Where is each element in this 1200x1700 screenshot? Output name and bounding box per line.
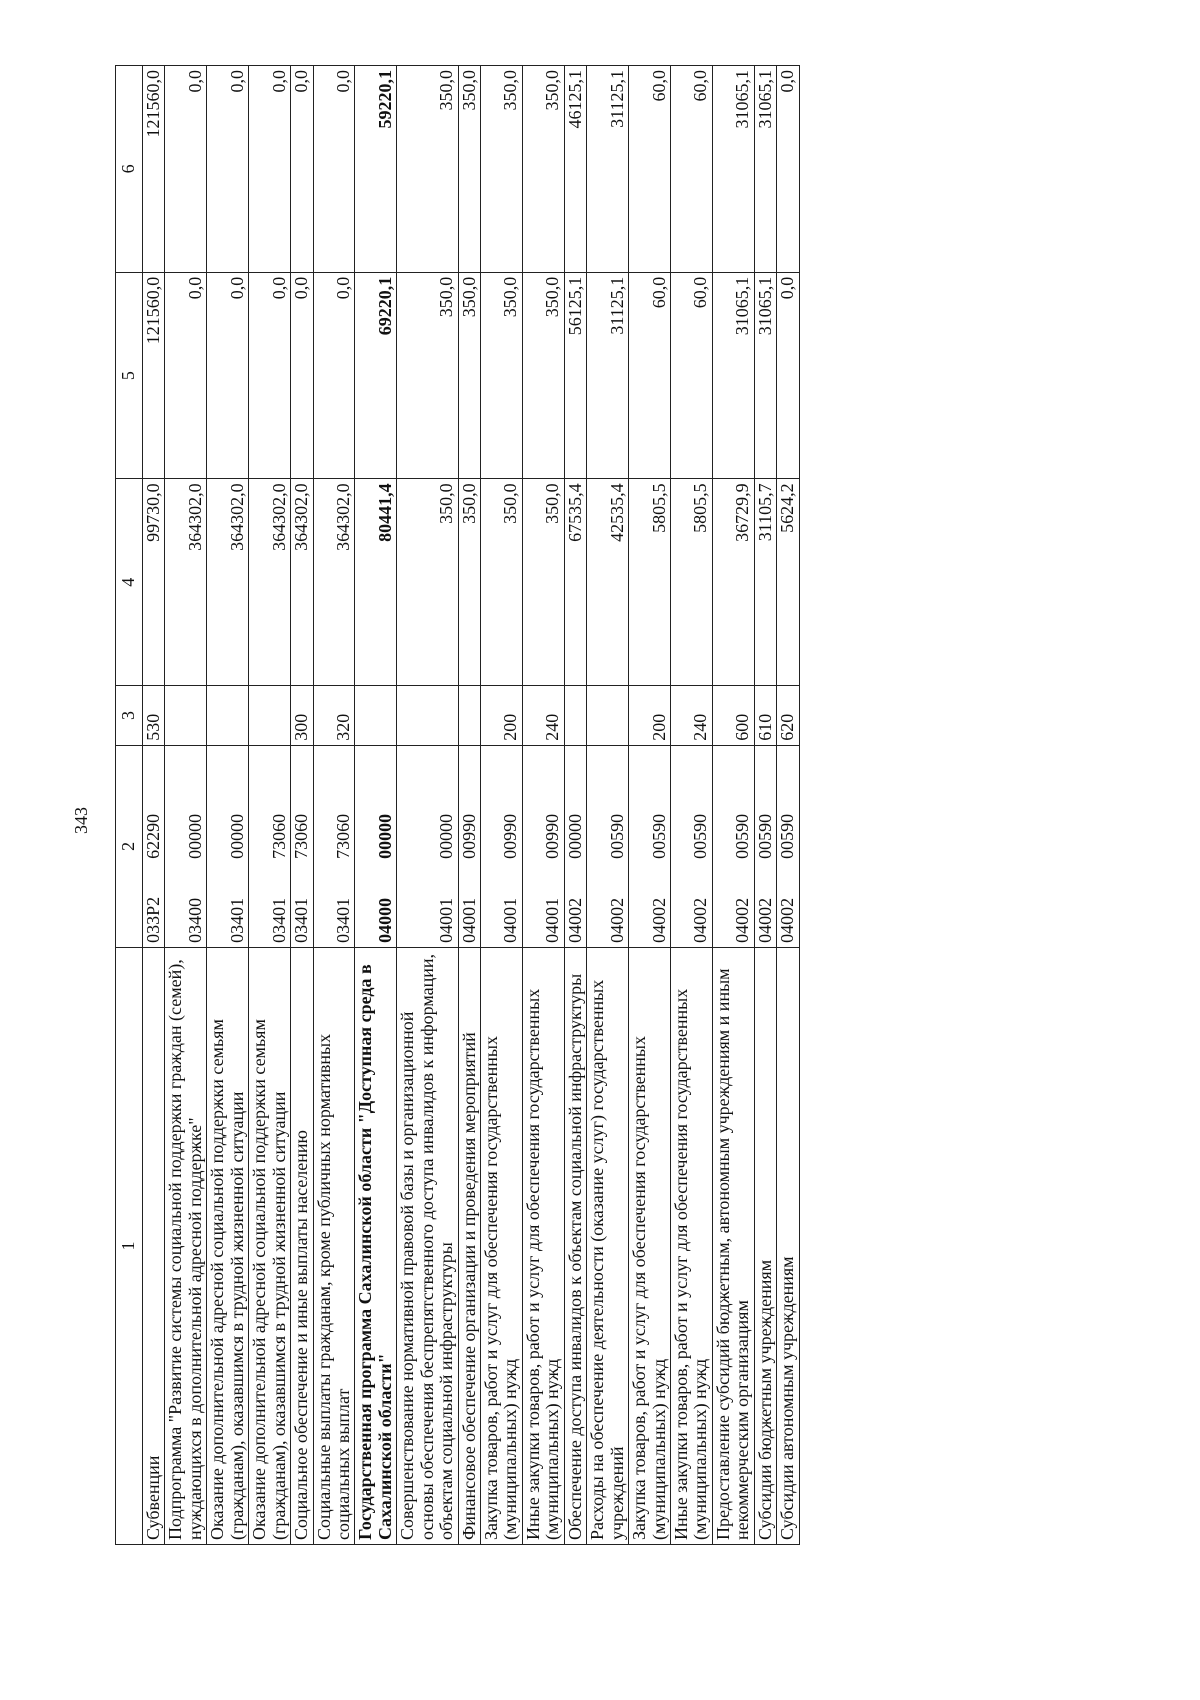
row-value-5: 31125,1	[587, 272, 629, 479]
row-value-4: 364302,0	[313, 479, 355, 686]
row-expense-type: 600	[712, 686, 754, 746]
row-value-5: 0,0	[777, 272, 799, 479]
code-part-b: 00590	[648, 813, 669, 859]
row-value-5: 350,0	[397, 272, 458, 479]
code-part-a: 04002	[564, 897, 585, 943]
row-value-5: 350,0	[522, 272, 564, 479]
row-value-4: 42535,4	[587, 479, 629, 686]
table-row	[522, 66, 564, 1545]
code-part-b: 73060	[268, 813, 289, 859]
row-name: Закупка товаров, работ и услуг для обеспечения государственных (муниципальных) нужд	[481, 947, 523, 1544]
budget-table	[115, 65, 800, 1545]
row-value-6: 0,0	[313, 66, 355, 273]
row-name: Государственная программа Сахалинской области "Доступная среда в Сахалинской области"	[355, 947, 397, 1544]
table-row	[291, 66, 313, 1545]
row-name: Расходы на обеспечение деятельности (оказание услуг) государственных учреждений	[587, 947, 629, 1544]
row-value-4: 350,0	[522, 479, 564, 686]
row-expense-type: 200	[629, 686, 671, 746]
row-value-4: 364302,0	[249, 479, 291, 686]
code-part-b: 73060	[332, 813, 353, 859]
code-part-a: 03401	[291, 897, 312, 943]
row-value-4: 364302,0	[165, 479, 207, 686]
code-part-a: 03401	[268, 897, 289, 943]
table-row	[207, 66, 249, 1545]
row-name: Подпрограмма "Развитие системы социальной поддержки граждан (семей), нуждающихся в дополнительной адресной поддержке"	[165, 947, 207, 1544]
row-code	[397, 745, 458, 947]
row-value-5: 31065,1	[712, 272, 754, 479]
row-name: Субвенции	[143, 947, 165, 1544]
row-value-6: 0,0	[207, 66, 249, 273]
row-value-4: 67535,4	[564, 479, 586, 686]
table-row	[313, 66, 355, 1545]
row-value-5: 350,0	[481, 272, 523, 479]
row-name: Оказание дополнительной адресной социальной поддержки семьям (гражданам), оказавшимся в трудной жизненной ситуации	[207, 947, 249, 1544]
table-row	[165, 66, 207, 1545]
code-part-b: 00590	[732, 813, 753, 859]
row-expense-type	[207, 686, 249, 746]
code-part-a: 04001	[500, 897, 521, 943]
row-value-6: 31065,1	[712, 66, 754, 273]
header-col-3: 3	[116, 686, 143, 746]
row-value-5: 121560,0	[143, 272, 165, 479]
row-code	[522, 745, 564, 947]
row-code	[629, 745, 671, 947]
row-value-4: 5624,2	[777, 479, 799, 686]
row-name: Обеспечение доступа инвалидов к объектам социальной инфраструктуры	[564, 947, 586, 1544]
code-part-b: 00000	[184, 813, 205, 859]
row-expense-type	[249, 686, 291, 746]
row-value-6: 350,0	[481, 66, 523, 273]
code-part-b: 00590	[606, 813, 627, 859]
row-value-5: 0,0	[165, 272, 207, 479]
code-part-a: 04002	[648, 897, 669, 943]
header-col-4: 4	[116, 479, 143, 686]
table-rotated-container	[115, 65, 1125, 1545]
code-part-b: 00000	[436, 813, 457, 859]
row-value-6: 31125,1	[587, 66, 629, 273]
row-value-4: 5805,5	[629, 479, 671, 686]
header-col-1: 1	[116, 947, 143, 1544]
row-value-5: 60,0	[629, 272, 671, 479]
row-code	[165, 745, 207, 947]
table-row	[670, 66, 712, 1545]
row-code	[481, 745, 523, 947]
row-value-5: 350,0	[458, 272, 480, 479]
code-part-a: 04001	[542, 897, 563, 943]
row-name: Оказание дополнительной адресной социальной поддержки семьям (гражданам), оказавшимся в трудной жизненной ситуации	[249, 947, 291, 1544]
row-code	[670, 745, 712, 947]
page-number: 343	[71, 807, 91, 834]
row-code	[777, 745, 799, 947]
code-part-a: 04001	[436, 897, 457, 943]
code-part-a: 033P2	[143, 896, 163, 943]
header-col-5: 5	[116, 272, 143, 479]
header-col-6: 6	[116, 66, 143, 273]
row-expense-type: 610	[754, 686, 776, 746]
code-part-a: 04000	[374, 897, 395, 943]
row-code	[564, 745, 586, 947]
row-code	[712, 745, 754, 947]
code-part-b: 00000	[564, 813, 585, 859]
row-name: Закупка товаров, работ и услуг для обеспечения государственных (муниципальных) нужд	[629, 947, 671, 1544]
row-code	[207, 745, 249, 947]
code-part-a: 04002	[732, 897, 753, 943]
row-value-4: 350,0	[458, 479, 480, 686]
table-row	[564, 66, 586, 1545]
table-row	[629, 66, 671, 1545]
row-expense-type: 240	[522, 686, 564, 746]
row-code	[355, 745, 397, 947]
row-value-6: 0,0	[777, 66, 799, 273]
row-value-6: 0,0	[165, 66, 207, 273]
row-expense-type	[165, 686, 207, 746]
row-value-4: 350,0	[481, 479, 523, 686]
row-name: Субсидии автономным учреждениям	[777, 947, 799, 1544]
code-part-b: 00590	[754, 813, 775, 859]
code-part-b: 00990	[458, 813, 479, 859]
row-expense-type: 300	[291, 686, 313, 746]
row-code	[249, 745, 291, 947]
row-value-6: 31065,1	[754, 66, 776, 273]
code-part-b: 73060	[291, 813, 312, 859]
row-value-4: 99730,0	[143, 479, 165, 686]
row-name: Финансовое обеспечение организации и проведения мероприятий	[458, 947, 480, 1544]
row-expense-type	[458, 686, 480, 746]
row-name: Социальное обеспечение и иные выплаты населению	[291, 947, 313, 1544]
row-value-6: 350,0	[522, 66, 564, 273]
row-code	[313, 745, 355, 947]
row-expense-type	[587, 686, 629, 746]
row-value-5: 0,0	[207, 272, 249, 479]
header-col-2: 2	[116, 745, 143, 947]
row-name: Иные закупки товаров, работ и услуг для обеспечения государственных (муниципальных) нужд	[670, 947, 712, 1544]
row-value-4: 364302,0	[207, 479, 249, 686]
row-expense-type: 240	[670, 686, 712, 746]
row-code	[754, 745, 776, 947]
code-part-b: 00590	[690, 813, 711, 859]
code-part-b: 00000	[374, 813, 395, 859]
row-code	[587, 745, 629, 947]
table-body	[143, 66, 800, 1545]
table-row	[754, 66, 776, 1545]
row-value-5: 60,0	[670, 272, 712, 479]
table-row	[777, 66, 799, 1545]
code-part-a: 04002	[690, 897, 711, 943]
row-value-4: 364302,0	[291, 479, 313, 686]
row-value-5: 56125,1	[564, 272, 586, 479]
code-part-a: 04002	[777, 897, 798, 943]
row-value-6: 60,0	[629, 66, 671, 273]
code-part-b: 00990	[542, 813, 563, 859]
code-part-b: 62290	[143, 813, 163, 859]
code-part-a: 03401	[226, 897, 247, 943]
row-expense-type: 620	[777, 686, 799, 746]
code-part-a: 04002	[754, 897, 775, 943]
code-part-b: 00590	[777, 813, 798, 859]
row-value-5: 69220,1	[355, 272, 397, 479]
row-expense-type: 530	[143, 686, 165, 746]
code-part-b: 00000	[226, 813, 247, 859]
row-code	[458, 745, 480, 947]
table-row	[458, 66, 480, 1545]
row-value-5: 0,0	[313, 272, 355, 479]
row-value-6: 46125,1	[564, 66, 586, 273]
code-part-a: 04002	[606, 897, 627, 943]
row-value-6: 0,0	[291, 66, 313, 273]
row-value-5: 0,0	[291, 272, 313, 479]
code-part-b: 00990	[500, 813, 521, 859]
row-name: Иные закупки товаров, работ и услуг для обеспечения государственных (муниципальных) нужд	[522, 947, 564, 1544]
row-value-6: 350,0	[397, 66, 458, 273]
row-value-6: 59220,1	[355, 66, 397, 273]
row-expense-type	[355, 686, 397, 746]
table-row	[355, 66, 397, 1545]
row-expense-type: 200	[481, 686, 523, 746]
row-value-4: 5805,5	[670, 479, 712, 686]
code-part-a: 04001	[458, 897, 479, 943]
table-row	[249, 66, 291, 1545]
row-value-4: 350,0	[397, 479, 458, 686]
row-code	[143, 745, 165, 947]
row-expense-type	[397, 686, 458, 746]
row-name: Предоставление субсидий бюджетным, автономным учреждениям и иным некоммерческим организациям	[712, 947, 754, 1544]
row-value-4: 36729,9	[712, 479, 754, 686]
table-row	[397, 66, 458, 1545]
row-value-4: 80441,4	[355, 479, 397, 686]
table-row	[712, 66, 754, 1545]
row-value-6: 0,0	[249, 66, 291, 273]
table-row	[481, 66, 523, 1545]
header-row	[116, 66, 143, 1545]
row-expense-type	[564, 686, 586, 746]
code-part-a: 03400	[184, 897, 205, 943]
row-value-5: 0,0	[249, 272, 291, 479]
row-value-4: 31105,7	[754, 479, 776, 686]
table-row	[587, 66, 629, 1545]
row-name: Субсидии бюджетным учреждениям	[754, 947, 776, 1544]
table-row	[143, 66, 165, 1545]
row-name: Совершенствование нормативной правовой базы и организационной основы обеспечения беспрепятственного доступа инвалидов к информации, объектам социальной инфраструктуры	[397, 947, 458, 1544]
row-name: Социальные выплаты гражданам, кроме публичных нормативных социальных выплат	[313, 947, 355, 1544]
row-value-6: 60,0	[670, 66, 712, 273]
code-part-a: 03401	[332, 897, 353, 943]
row-value-5: 31065,1	[754, 272, 776, 479]
row-code	[291, 745, 313, 947]
row-value-6: 121560,0	[143, 66, 165, 273]
row-value-6: 350,0	[458, 66, 480, 273]
row-expense-type: 320	[313, 686, 355, 746]
